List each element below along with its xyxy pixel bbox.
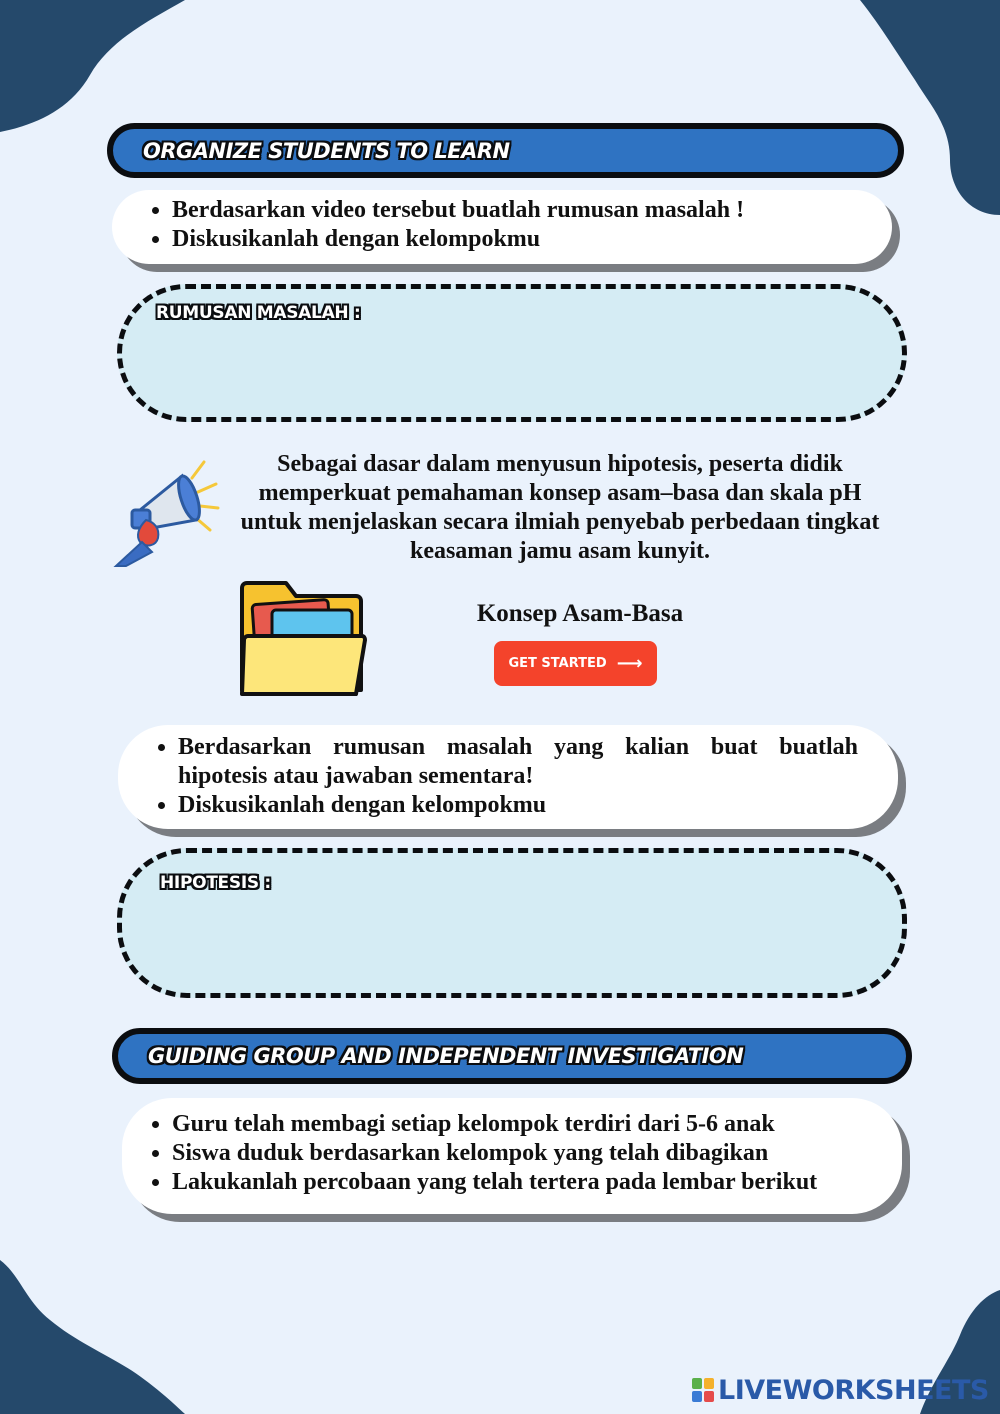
section-title: GUIDING GROUP AND INDEPENDENT INVESTIGATION (148, 1044, 744, 1068)
instruction-card (112, 190, 892, 264)
rumusan-masalah-label: RUMUSAN MASALAH : (156, 303, 361, 323)
list-item: • Siswa duduk berdasarkan kelompok yang telah dibagikan (172, 1139, 892, 1168)
rumusan-masalah-input[interactable] (152, 339, 872, 397)
section-banner-investigation (112, 1028, 912, 1084)
corner-blob-top-left (0, 0, 190, 140)
get-started-label: GET STARTED (508, 656, 607, 671)
megaphone-icon (112, 458, 224, 570)
instruction-list (122, 1110, 902, 1197)
investigation-instruction-card (122, 1098, 902, 1214)
instruction-list (118, 733, 898, 820)
list-item: • Guru telah membagi setiap kelompok terdiri dari 5-6 anak (172, 1110, 892, 1139)
list-item: • Berdasarkan video tersebut buatlah rumusan masalah ! (172, 196, 852, 225)
hipotesis-input[interactable] (152, 903, 872, 973)
folder-icon (238, 580, 368, 700)
hipotesis-box (117, 848, 907, 998)
section-title: ORGANIZE STUDENTS TO LEARN (143, 138, 510, 163)
corner-blob-bottom-left (0, 1260, 200, 1414)
arrow-right-icon: ⟶ (616, 652, 643, 674)
instruction-list (112, 196, 892, 254)
list-item: • Berdasarkan rumusan masalah yang kalian buat buatlah hipotesis atau jawaban sementara! (178, 733, 858, 791)
section-banner-organize (107, 123, 904, 178)
list-item: • Lakukanlah percobaan yang telah tertera pada lembar berikut (172, 1168, 892, 1197)
list-item: • Diskusikanlah dengan kelompokmu (178, 791, 858, 820)
rumusan-masalah-box (117, 284, 907, 422)
liveworksheets-grid-icon (692, 1378, 714, 1402)
list-item: • Diskusikanlah dengan kelompokmu (172, 225, 852, 254)
hipotesis-label: HIPOTESIS : (160, 873, 271, 893)
announcement-text: Sebagai dasar dalam menyusun hipotesis, peserta didik memperkuat pemahaman konsep asam–basa dan skala pH untuk menjelaskan secara ilmiah penyebab perbedaan tingkat keasaman jamu asam kunyit. (240, 451, 880, 564)
resource-title: Konsep Asam-Basa (476, 600, 684, 627)
liveworksheets-logo (692, 1370, 989, 1410)
get-started-button[interactable] (494, 641, 657, 686)
corner-blob-top-right (840, 0, 1000, 220)
logo-text: LIVEWORKSHEETS (718, 1374, 989, 1406)
hypothesis-instruction-card (118, 725, 898, 829)
